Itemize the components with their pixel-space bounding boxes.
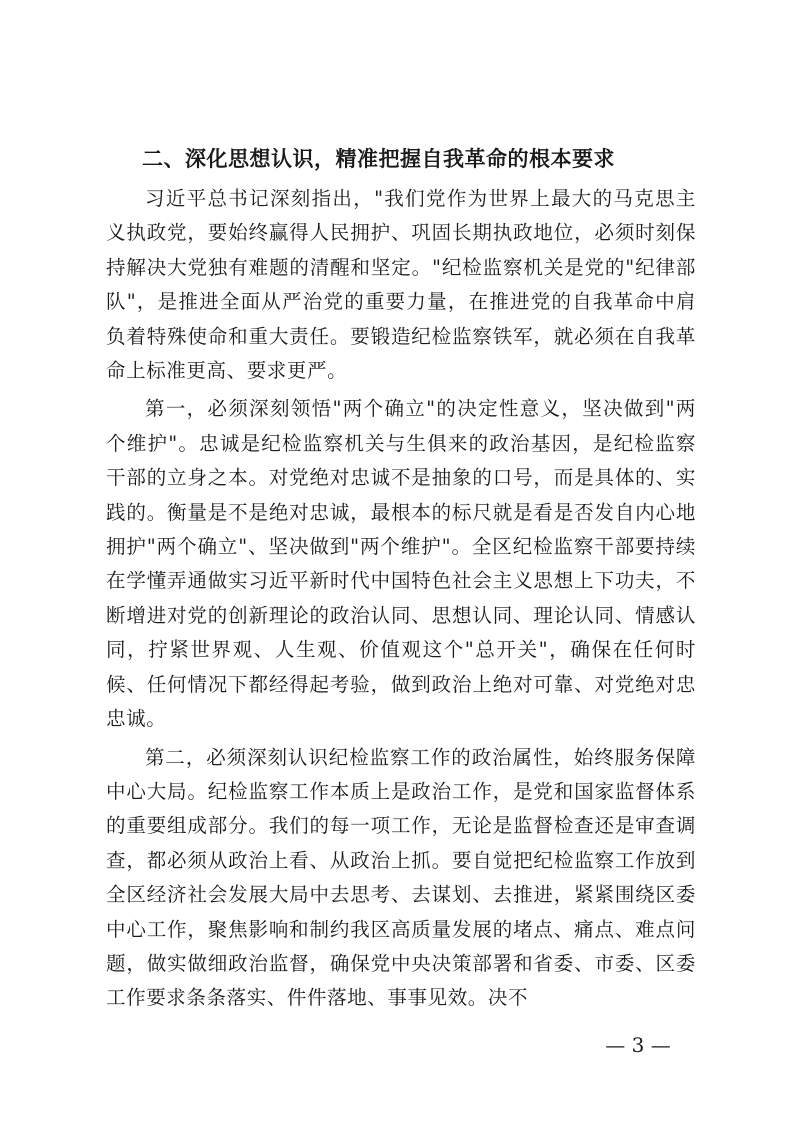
paragraph-intro: 习近平总书记深刻指出，"我们党作为世界上最大的马克思主义执政党，要始终赢得人民拥护、巩固长期执政地位，必须时刻保持解决大党独有难题的清醒和坚定。"纪检监察机关是党的"纪律部队"，是推进全面从严治党的重要力量，在推进党的自我革命中肩负着特殊使命和重大责任。要锻造纪检监察铁军，就必须在自我革命上标准更高、要求更严。 <box>106 187 696 383</box>
paragraph-point-one: 第一，必须深刻领悟"两个确立"的决定性意义，坚决做到"两个维护"。忠诚是纪检监察机关与生俱来的政治基因，是纪检监察干部的立身之本。对党绝对忠诚不是抽象的口号，而是具体的、实践的。衡量是不是绝对忠诚，最根本的标尺就是看是否发自内心地拥护"两个确立"、坚决做到"两个维护"。全区纪检监察干部要持续在学懂弄通做实习近平新时代中国特色社会主义思想上下功夫，不断增进对党的创新理论的政治认同、思想认同、理论认同、情感认同，拧紧世界观、人生观、价值观这个"总开关"，确保在任何时候、任何情况下都经得起考验，做到政治上绝对可靠、对党绝对忠忠诚。 <box>106 397 696 731</box>
paragraph-point-two: 第二，必须深刻认识纪检监察工作的政治属性，始终服务保障中心大局。纪检监察工作本质上是政治工作，是党和国家监督体系的重要组成部分。我们的每一项工作，无论是监督检查还是审查调查，都必须从政治上看、从政治上抓。要自觉把纪检监察工作放到全区经济社会发展大局中去思考、去谋划、去推进，紧紧围绕区委中心工作，聚焦影响和制约我区高质量发展的堵点、痛点、难点问题，做实做细政治监督，确保党中央决策部署和省委、市委、区委工作要求条条落实、件件落地、事事见效。决不 <box>106 745 696 1010</box>
page-number: — 3 — <box>605 1033 671 1057</box>
page-content <box>106 142 696 1020</box>
section-heading: 二、深化思想认识，精准把握自我革命的根本要求 <box>142 147 615 171</box>
